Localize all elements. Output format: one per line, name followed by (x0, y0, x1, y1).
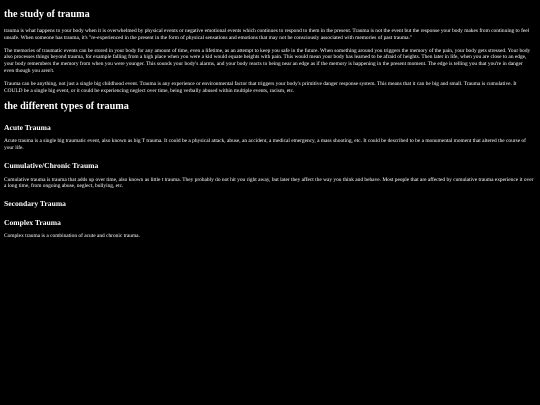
acute-trauma-heading: Acute Trauma (4, 122, 51, 132)
memory-paragraph: The memories of traumatic events can be stored in your body for any amount of time, even a lifetime, as an attempt to keep you safe in the future. When something around you triggers the memory of the pain, your body gets stressed. Your body also processes things beyond trauma, for example falling from a high place when you were a kid would equate heights with pain. This would mean your body has learned to be afraid of heights. Then later in life, when you are close to an edge, your body remembers the memory from when you were younger. This sounds your body's alarms, and your body reacts to being near an edge as if the memory is happening in the present moment. The edge is telling you that you're in danger even though you aren't. (4, 47, 531, 75)
cumulative-trauma-paragraph: Cumulative trauma is trauma that adds up over time, also known as little t trauma. They probably do not hit you right away, but later they affect the way you think and behave. Most people that are affected by cumulative trauma experience it over a long time, from ongoing abuse, neglect, bullying, etc. (4, 176, 534, 190)
page-title: the study of trauma (4, 9, 90, 20)
acute-trauma-paragraph: Acute trauma is a single big traumatic event, also known as big T trauma. It could be a physical attack, abuse, an accident, a medical emergency, a mass shooting, etc. It could be described to be a monumental moment that altered the course of your life. (4, 138, 526, 152)
intro-paragraph: trauma is what happens to your body when it is overwhelmed by physical events or negative emotional events which continues to respond to them in the present. Trauma is not the event but the response your body makes from continuing to feel unsafe. When someone has trauma, it's "re-experienced in the present in the form of physical sensations and emotions that may not be consciously associated with memories of past trauma." (4, 27, 530, 41)
secondary-trauma-heading: Secondary Trauma (4, 199, 66, 209)
complex-trauma-heading: Complex Trauma (4, 217, 61, 227)
cumulative-trauma-heading: Cumulative/Chronic Trauma (4, 161, 99, 171)
types-section-title: the different types of trauma (4, 101, 129, 112)
definition-paragraph: Trauma can be anything, not just a single big childhood event. Trauma is any experience or environmental factor that triggers your body's primitive danger response system. This means that it can be big and small. Trauma is cumulative. It COULD be a single big event, or it could be experiencing neglect over time, being verbally abused within multiple events, racism, etc. (4, 81, 517, 95)
complex-trauma-paragraph: Complex trauma is a combination of acute and chronic trauma. (4, 233, 140, 240)
